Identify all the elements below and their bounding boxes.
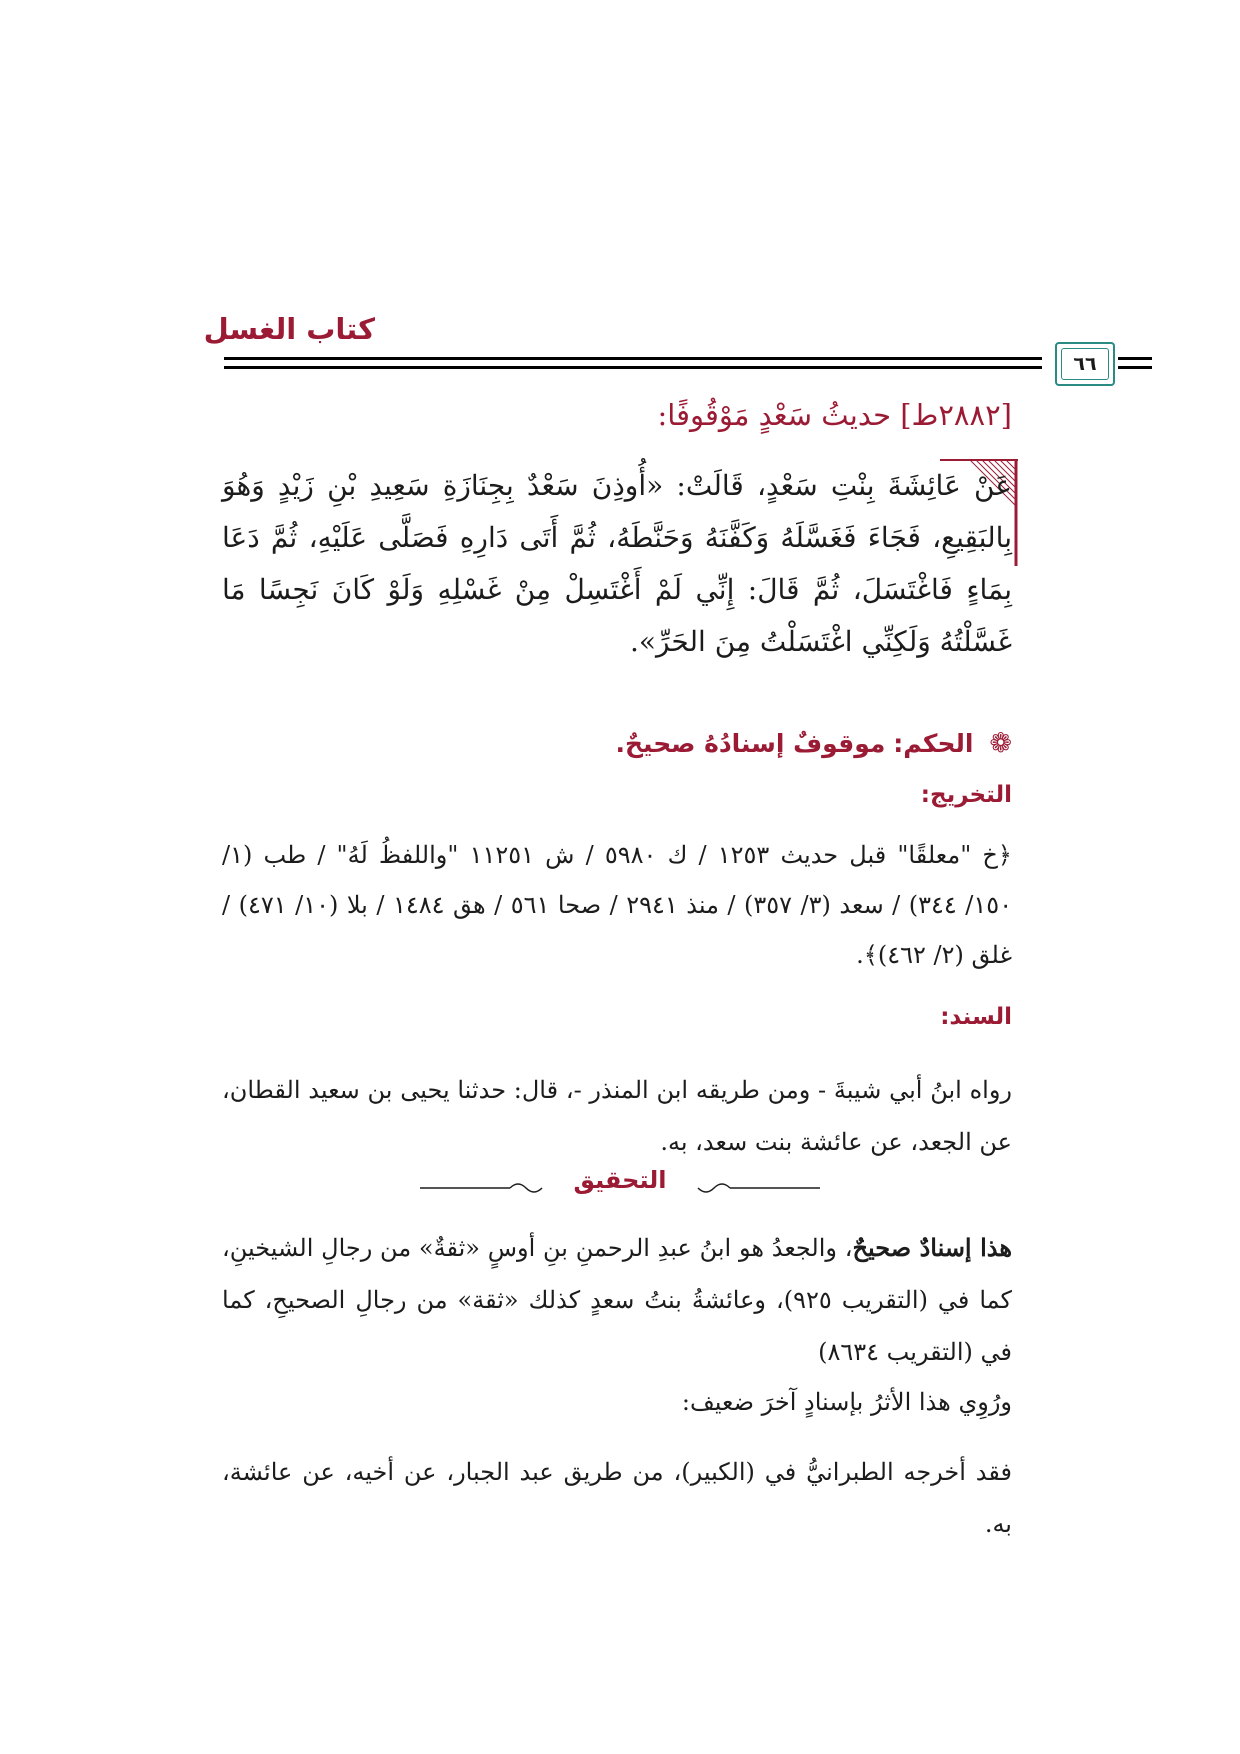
sanad-text: رواه ابنُ أبي شيبةَ - ومن طريقه ابن المنذر -، قال: حدثنا يحيى بن سعيد القطان، عن الجعد، عن عائشة بنت سعد، به. — [222, 1076, 1012, 1156]
ruling-label: الحكم: — [893, 729, 974, 758]
tahqiq-bold-lead: هذا إسنادٌ صحيحٌ — [852, 1233, 1012, 1262]
takhrij-text: ﴿خ "معلقًا" قبل حديث ١٢٥٣ / ك ٥٩٨٠ / ش ١١٢٥١ "واللفظُ لَهُ" / طب (١/ ١٥٠/ ٣٤٤) / سعد (٣/ ٣٥٧) / منذ ٢٩٤١ / صحا ٥٦١ / هق ١٤٨٤ / بلا (١٠/ ٤٧١) / غلق (٢/ ٤٦٢)﴾. — [222, 841, 1013, 969]
takhrij-label: التخريج: — [920, 782, 1012, 808]
tahqiq-title: التحقيق — [573, 1166, 667, 1194]
page-number-badge — [1055, 342, 1115, 386]
sanad-label: السند: — [940, 1004, 1012, 1030]
header-rule-tail-bottom — [1118, 366, 1152, 369]
header-rule-tail-top — [1118, 357, 1152, 360]
header-rule-top — [224, 357, 1042, 360]
other-chain-line: ورُوِي هذا الأثرُ بإسنادٍ آخرَ ضعيف: — [681, 1388, 1012, 1416]
tahqiq-body: ، والجعدُ هو ابنُ عبدِ الرحمنِ بنِ أوسٍ «ثقةٌ» من رجالِ الشيخينِ، كما في (التقريب ٩٢٥)، وعائشةُ بنتُ سعدٍ كذلك «ثقة» من رجالِ الصحيحِ، كما في (التقريب ٨٦٣٤) — [222, 1234, 1012, 1366]
hadith-heading: [٢٨٨٢ط] حديثُ سَعْدٍ مَوْقُوفًا: — [657, 398, 1012, 432]
header-rule-bottom — [224, 366, 1042, 369]
ruling-line — [192, 728, 1012, 759]
flower-ornament-icon: ❁ — [989, 728, 1012, 759]
book-title: كتاب الغسل — [203, 312, 375, 346]
tahqiq-text — [222, 1222, 1012, 1378]
ruling-value: موقوفٌ إسنادُهُ صحيحٌ. — [615, 729, 886, 758]
tabarani-text: فقد أخرجه الطبرانيُّ في (الكبير)، من طريق عبد الجبار، عن أخيه، عن عائشة، به. — [222, 1458, 1012, 1538]
page-number: ٦٦ — [1061, 348, 1109, 380]
hadith-text: عَنْ عَائِشَةَ بِنْتِ سَعْدٍ، قَالَتْ: «أُوذِنَ سَعْدٌ بِجِنَازَةِ سَعِيدِ بْنِ زَيْدٍ وَهُوَ بِالبَقِيعِ، فَجَاءَ فَغَسَّلَهُ وَكَفَّنَهُ وَحَنَّطَهُ، ثُمَّ أَتَى دَارِهِ فَصَلَّى عَلَيْهِ، ثُمَّ دَعَا بِمَاءٍ فَاغْتَسَلَ، ثُمَّ قَالَ: إِنِّي لَمْ أَغْتَسِلْ مِنْ غَسْلِهِ وَلَوْ كَانَ نَجِسًا مَا غَسَّلْتُهُ وَلَكِنِّي اغْتَسَلْتُ مِنَ الحَرِّ». — [222, 469, 1012, 658]
